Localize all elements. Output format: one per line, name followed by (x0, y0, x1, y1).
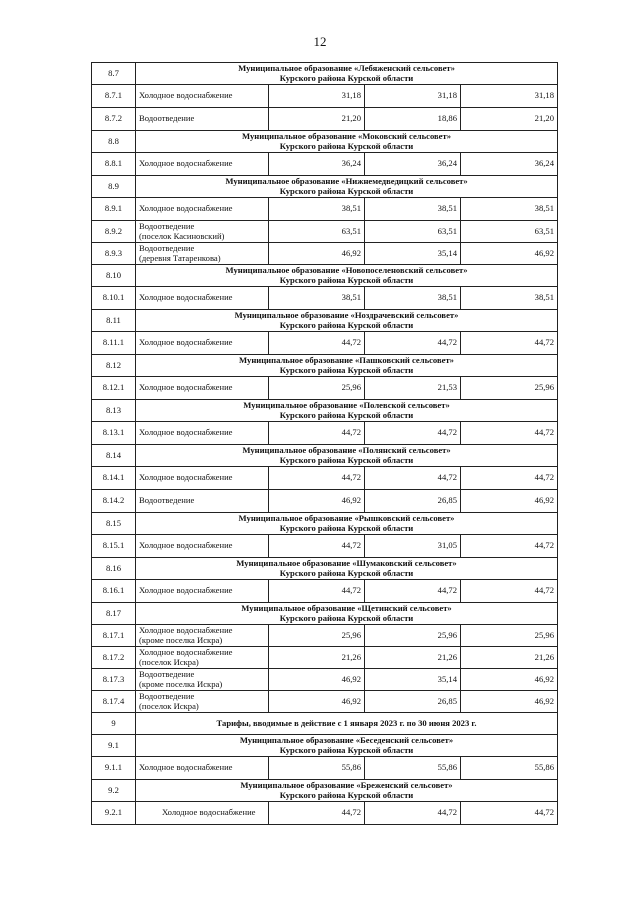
service-name (136, 647, 269, 669)
row-code: 9.1 (92, 735, 136, 757)
service-name-line: Холодное водоснабжение (139, 427, 233, 438)
service-name-line: Холодное водоснабжение (139, 762, 233, 773)
service-name-line: (поселок Искра) (139, 656, 199, 667)
org-header-row (92, 400, 558, 422)
page-number: 12 (313, 34, 327, 49)
row-code: 9.1.1 (92, 757, 136, 780)
tariff-value-v1: 46,92 (269, 243, 365, 265)
tariff-value-v1: 44,72 (269, 802, 365, 825)
service-name (136, 490, 269, 513)
tariff-row (92, 153, 558, 176)
tariff-value-v2: 44,72 (365, 422, 461, 445)
tariff-row (92, 647, 558, 669)
tariff-row (92, 221, 558, 243)
section-row (92, 713, 558, 735)
service-name (136, 243, 269, 265)
org-name: Муниципальное образование «Шумаковский сельсовет» (236, 558, 457, 568)
tariff-value-v3: 63,51 (461, 221, 558, 243)
row-code: 8.13.1 (92, 422, 136, 445)
org-name: Муниципальное образование «Нижнемедведицкий сельсовет» (225, 176, 468, 186)
service-name-line: Холодное водоснабжение (162, 807, 256, 818)
tariff-row (92, 108, 558, 131)
tariff-value-v3: 44,72 (461, 802, 558, 825)
tariff-row (92, 802, 558, 825)
tariff-value-v3: 21,26 (461, 647, 558, 669)
org-header-row (92, 603, 558, 625)
tariff-value-v2: 63,51 (365, 221, 461, 243)
section-title: Тарифы, вводимые в действие с 1 января 2023 г. по 30 июня 2023 г. (136, 713, 558, 735)
row-code: 9.2 (92, 780, 136, 802)
tariff-value-v2: 36,24 (365, 153, 461, 176)
row-code: 8.9.1 (92, 198, 136, 221)
tariff-value-v3: 21,20 (461, 108, 558, 131)
org-district: Курского района Курской области (279, 409, 414, 420)
org-district: Курского района Курской области (279, 364, 414, 375)
tariff-value-v1: 46,92 (269, 490, 365, 513)
tariff-value-v2: 31,05 (365, 535, 461, 558)
tariff-value-v1: 55,86 (269, 757, 365, 780)
org-district: Курского района Курской области (279, 612, 414, 623)
row-code: 8.14 (92, 445, 136, 467)
service-name-line: (кроме поселка Искра) (139, 678, 223, 689)
org-district: Курского района Курской области (279, 140, 414, 151)
tariff-row (92, 757, 558, 780)
service-name-line: Холодное водоснабжение (139, 90, 233, 101)
org-header-row (92, 780, 558, 802)
service-name (136, 580, 269, 603)
row-code: 8.11 (92, 310, 136, 332)
service-name (136, 625, 269, 647)
tariff-value-v2: 38,51 (365, 198, 461, 221)
tariff-value-v1: 63,51 (269, 221, 365, 243)
tariff-value-v1: 44,72 (269, 422, 365, 445)
org-name-cell (136, 780, 558, 802)
tariff-value-v3: 25,96 (461, 377, 558, 400)
org-district: Курского района Курской области (279, 319, 414, 330)
tariff-row (92, 580, 558, 603)
org-district: Курского района Курской области (279, 72, 414, 83)
service-name (136, 802, 269, 825)
service-name (136, 422, 269, 445)
tariff-row (92, 332, 558, 355)
row-code: 8.15.1 (92, 535, 136, 558)
org-name: Муниципальное образование «Лебяженский сельсовет» (238, 63, 455, 73)
service-name (136, 669, 269, 691)
tariff-value-v2: 21,53 (365, 377, 461, 400)
tariff-value-v2: 55,86 (365, 757, 461, 780)
org-header-row (92, 355, 558, 377)
row-code: 8.13 (92, 400, 136, 422)
tariff-value-v2: 38,51 (365, 287, 461, 310)
service-name-line: Холодное водоснабжение (139, 337, 233, 348)
tariff-value-v3: 46,92 (461, 490, 558, 513)
org-district: Курского района Курской области (279, 789, 414, 800)
tariff-value-v1: 21,26 (269, 647, 365, 669)
org-name: Муниципальное образование «Щетинский сельсовет» (241, 603, 452, 613)
tariff-row (92, 377, 558, 400)
tariff-value-v1: 44,72 (269, 535, 365, 558)
tariff-row (92, 198, 558, 221)
org-name-cell (136, 355, 558, 377)
tariff-row (92, 243, 558, 265)
org-district: Курского района Курской области (279, 274, 414, 285)
tariff-value-v2: 44,72 (365, 332, 461, 355)
row-code: 8.16.1 (92, 580, 136, 603)
org-name-cell (136, 265, 558, 287)
row-code: 8.17 (92, 603, 136, 625)
row-code: 8.17.4 (92, 691, 136, 713)
org-header-row (92, 558, 558, 580)
row-code: 9.2.1 (92, 802, 136, 825)
tariff-value-v3: 25,96 (461, 625, 558, 647)
tariff-table (91, 62, 558, 825)
row-code: 8.11.1 (92, 332, 136, 355)
org-name: Муниципальное образование «Беседенский сельсовет» (239, 735, 454, 745)
row-code: 8.17.1 (92, 625, 136, 647)
tariff-row (92, 422, 558, 445)
org-name: Муниципальное образование «Новопоселеновский сельсовет» (225, 265, 468, 275)
tariff-value-v2: 35,14 (365, 669, 461, 691)
tariff-row (92, 490, 558, 513)
row-code: 8.14.2 (92, 490, 136, 513)
tariff-value-v2: 25,96 (365, 625, 461, 647)
tariff-value-v1: 38,51 (269, 287, 365, 310)
service-name (136, 377, 269, 400)
org-name: Муниципальное образование «Полянский сельсовет» (242, 445, 451, 455)
tariff-value-v3: 44,72 (461, 467, 558, 490)
service-name (136, 332, 269, 355)
tariff-value-v1: 25,96 (269, 625, 365, 647)
row-code: 8.17.3 (92, 669, 136, 691)
org-district: Курского района Курской области (279, 185, 414, 196)
org-name: Муниципальное образование «Полевской сельсовет» (243, 400, 450, 410)
service-name-line: Холодное водоснабжение (139, 625, 233, 635)
org-name: Муниципальное образование «Бреженский сельсовет» (240, 780, 453, 790)
tariff-row (92, 625, 558, 647)
tariff-value-v1: 44,72 (269, 580, 365, 603)
row-code: 8.10.1 (92, 287, 136, 310)
tariff-value-v1: 44,72 (269, 332, 365, 355)
service-name-line: Холодное водоснабжение (139, 647, 233, 657)
tariff-row (92, 85, 558, 108)
service-name-line: Холодное водоснабжение (139, 382, 233, 393)
org-name: Муниципальное образование «Пашковский сельсовет» (239, 355, 454, 365)
service-name-line: Холодное водоснабжение (139, 472, 233, 483)
org-name-cell (136, 603, 558, 625)
org-district: Курского района Курской области (279, 454, 414, 465)
org-header-row (92, 310, 558, 332)
tariff-value-v1: 38,51 (269, 198, 365, 221)
service-name (136, 108, 269, 131)
org-header-row (92, 265, 558, 287)
service-name-line: Водоотведение (139, 495, 195, 506)
tariff-row (92, 287, 558, 310)
service-name (136, 535, 269, 558)
tariff-value-v2: 26,85 (365, 691, 461, 713)
service-name-line: (поселок Искра) (139, 700, 199, 711)
tariff-row (92, 535, 558, 558)
org-header-row (92, 176, 558, 198)
service-name-line: Водоотведение (139, 669, 195, 679)
org-header-row (92, 735, 558, 757)
org-name-cell (136, 400, 558, 422)
service-name-line: Холодное водоснабжение (139, 292, 233, 303)
service-name (136, 691, 269, 713)
service-name-line: Холодное водоснабжение (139, 540, 233, 551)
tariff-value-v3: 44,72 (461, 332, 558, 355)
tariff-value-v3: 46,92 (461, 243, 558, 265)
tariff-value-v2: 44,72 (365, 802, 461, 825)
service-name (136, 85, 269, 108)
org-name-cell (136, 131, 558, 153)
service-name (136, 467, 269, 490)
row-code: 8.10 (92, 265, 136, 287)
org-district: Курского района Курской области (279, 522, 414, 533)
org-name-cell (136, 63, 558, 85)
tariff-value-v2: 31,18 (365, 85, 461, 108)
tariff-value-v3: 44,72 (461, 422, 558, 445)
row-code: 9 (92, 713, 136, 735)
row-code: 8.9.3 (92, 243, 136, 265)
tariff-value-v1: 44,72 (269, 467, 365, 490)
row-code: 8.15 (92, 513, 136, 535)
org-name-cell (136, 558, 558, 580)
tariff-table-body (92, 63, 558, 825)
tariff-value-v3: 44,72 (461, 535, 558, 558)
row-code: 8.17.2 (92, 647, 136, 669)
org-header-row (92, 63, 558, 85)
org-name-cell (136, 513, 558, 535)
service-name-line: Холодное водоснабжение (139, 585, 233, 596)
org-name: Муниципальное образование «Рышковский сельсовет» (238, 513, 455, 523)
service-name (136, 221, 269, 243)
service-name-line: Водоотведение (139, 691, 195, 701)
tariff-value-v2: 44,72 (365, 580, 461, 603)
tariff-value-v2: 21,26 (365, 647, 461, 669)
service-name (136, 198, 269, 221)
org-header-row (92, 131, 558, 153)
tariff-value-v2: 44,72 (365, 467, 461, 490)
org-district: Курского района Курской области (279, 567, 414, 578)
tariff-value-v2: 35,14 (365, 243, 461, 265)
row-code: 8.8.1 (92, 153, 136, 176)
org-name-cell (136, 445, 558, 467)
service-name-line: Холодное водоснабжение (139, 158, 233, 169)
tariff-value-v3: 46,92 (461, 691, 558, 713)
service-name-line: (поселок Касиновский) (139, 230, 225, 241)
tariff-value-v1: 36,24 (269, 153, 365, 176)
org-name-cell (136, 310, 558, 332)
row-code: 8.7.2 (92, 108, 136, 131)
row-code: 8.14.1 (92, 467, 136, 490)
tariff-value-v3: 38,51 (461, 198, 558, 221)
org-name: Муниципальное образование «Моковский сельсовет» (242, 131, 452, 141)
tariff-value-v1: 25,96 (269, 377, 365, 400)
tariff-row (92, 467, 558, 490)
service-name-line: Водоотведение (139, 243, 195, 253)
org-name-cell (136, 176, 558, 198)
service-name-line: Водоотведение (139, 113, 195, 124)
tariff-value-v3: 44,72 (461, 580, 558, 603)
tariff-row (92, 691, 558, 713)
tariff-value-v1: 31,18 (269, 85, 365, 108)
row-code: 8.7.1 (92, 85, 136, 108)
row-code: 8.16 (92, 558, 136, 580)
org-name-cell (136, 735, 558, 757)
row-code: 8.12 (92, 355, 136, 377)
tariff-value-v1: 46,92 (269, 691, 365, 713)
service-name-line: (деревня Татаренкова) (139, 252, 221, 263)
tariff-value-v3: 31,18 (461, 85, 558, 108)
row-code: 8.7 (92, 63, 136, 85)
org-header-row (92, 513, 558, 535)
row-code: 8.8 (92, 131, 136, 153)
tariff-value-v3: 46,92 (461, 669, 558, 691)
org-header-row (92, 445, 558, 467)
tariff-value-v2: 26,85 (365, 490, 461, 513)
tariff-row (92, 669, 558, 691)
service-name-line: Водоотведение (139, 221, 195, 231)
tariff-value-v1: 46,92 (269, 669, 365, 691)
tariff-value-v3: 38,51 (461, 287, 558, 310)
service-name-line: (кроме поселка Искра) (139, 634, 223, 645)
org-name: Муниципальное образование «Ноздрачевский сельсовет» (234, 310, 459, 320)
tariff-value-v2: 18,86 (365, 108, 461, 131)
org-district: Курского района Курской области (279, 744, 414, 755)
row-code: 8.9 (92, 176, 136, 198)
row-code: 8.12.1 (92, 377, 136, 400)
row-code: 8.9.2 (92, 221, 136, 243)
tariff-value-v3: 55,86 (461, 757, 558, 780)
tariff-value-v3: 36,24 (461, 153, 558, 176)
tariff-value-v1: 21,20 (269, 108, 365, 131)
service-name (136, 287, 269, 310)
service-name (136, 757, 269, 780)
service-name (136, 153, 269, 176)
service-name-line: Холодное водоснабжение (139, 203, 233, 214)
